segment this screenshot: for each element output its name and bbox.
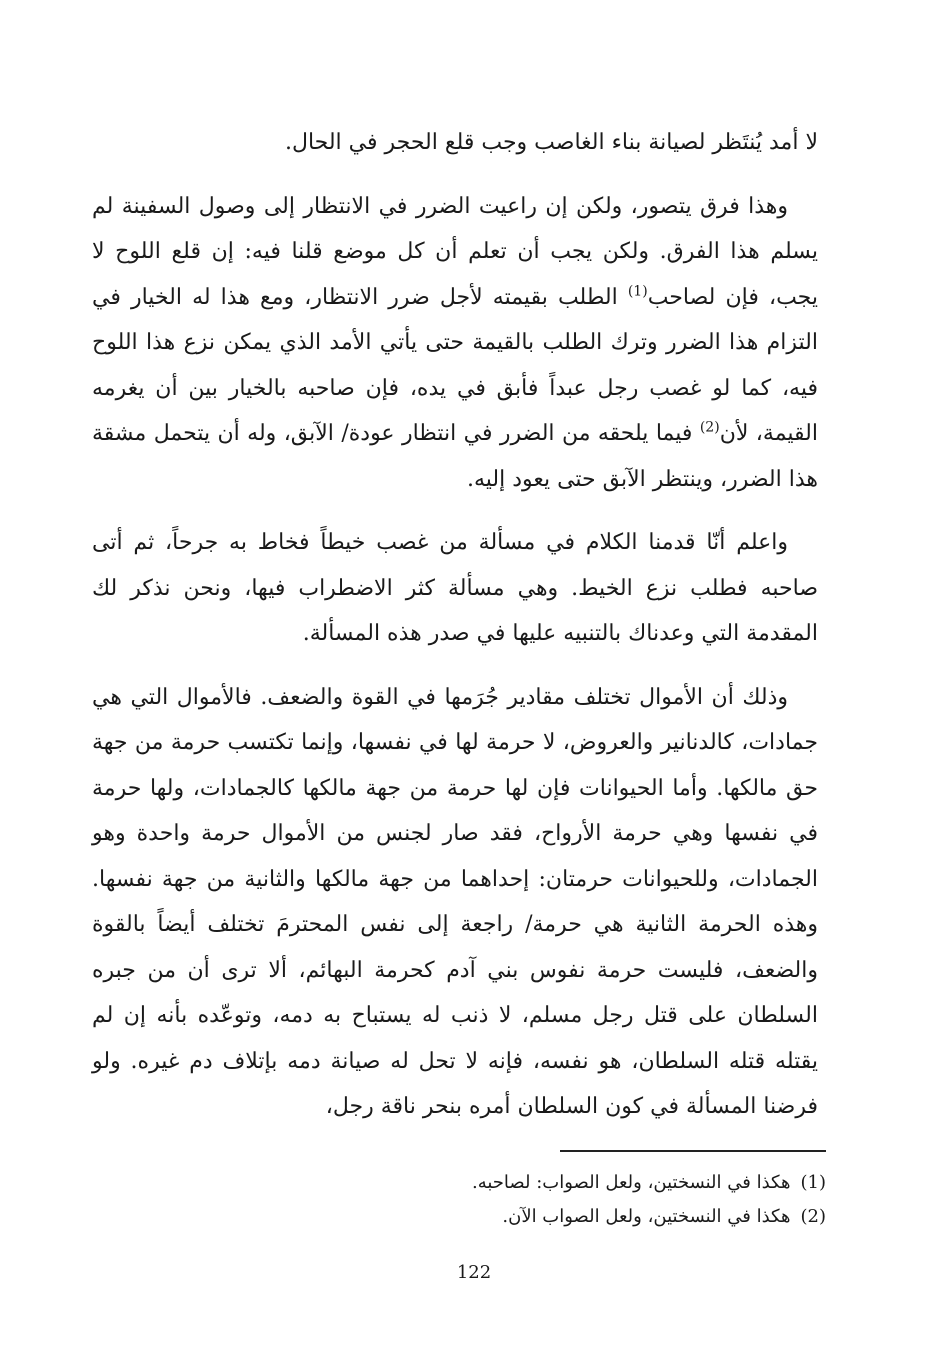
paragraph-2-text-c: فيما يلحقه من الضرر في انتظار عودة/ الآبق، وله أن يتحمل مشقة هذا الضرر، وينتظر الآبق حتى يعود إليه. (92, 421, 818, 492)
footnote-1 (300, 1166, 826, 1200)
paragraph-3-text: واعلم أنّا قدمنا الكلام في مسألة من غصب خيطاً فخاط به جرحاً، ثم أتى صاحبه فطلب نزع الخيط. وهي مسألة كثر الاضطراب فيها، ونحن نذكر لك المقدمة التي وعدناك بالتنبيه عليها في صدر هذه المسألة. (92, 530, 818, 646)
paragraph-1-text: لا أمد يُنتَظر لصيانة بناء الغاصب وجب قلع الحجر في الحال. (284, 130, 818, 155)
main-text (92, 120, 818, 1148)
footnote-ref-1[interactable]: (1) (627, 283, 648, 300)
footnote-2-number: (2) (800, 1206, 826, 1227)
paragraph-4-text: وذلك أن الأموال تختلف مقادير جُرَمها في القوة والضعف. فالأموال التي هي جمادات، كالدنانير والعروض، لا حرمة لها في نفسها، وإنما تكتسب حرمة من جهة حق مالكها. وأما الحيوانات فإن لها حرمة من جهة مالكها كالجمادات، ولها حرمة في نفسها وهي حرمة الأرواح، فقد صار لجنس من الأموال حرمة واحدة وهو الجمادات، وللحيوانات حرمتان: إحداهما من جهة مالكها والثانية من جهة نفسها. وهذه الحرمة الثانية هي حرمة/ راجعة إلى نفس المحترمَ تختلف أيضاً بالقوة والضعف، فليست حرمة نفوس بني آدم كحرمة البهائم، ألا ترى أن من جبره السلطان على قتل رجل مسلم، لا ذنب له يستباح به دمه، وتوعّده بأنه إن لم يقتله قتله السلطان، هو نفسه، فإنه لا تحل له صيانة دمه بإتلاف دم غيره. ولو فرضنا المسألة في كون السلطان أمره بنحر ناقة رجل، (92, 684, 818, 1119)
footnote-2-text: هكذا في النسختين، ولعل الصواب الآن. (502, 1206, 791, 1227)
footnote-2 (300, 1200, 826, 1234)
footnote-divider (560, 1150, 826, 1152)
paragraph-2 (92, 184, 818, 503)
footnotes (300, 1166, 826, 1234)
paragraph-2-text-a: وهذا فرق يتصور، ولكن إن راعيت الضرر في الانتظار إلى وصول السفينة لم يسلم هذا الفرق. ولكن يجب أن تعلم أن كل موضع قلنا فيه: إن قلع اللوح لا يجب، فإن لصاحب (92, 193, 819, 310)
page-number: 122 (456, 1262, 492, 1283)
paragraph-1 (92, 120, 818, 166)
paragraph-4 (92, 675, 818, 1130)
footnote-1-text: هكذا في النسختين، ولعل الصواب: لصاحبه. (472, 1172, 791, 1193)
paragraph-2-text-b: الطلب بقيمته لأجل ضرر الانتظار، ومع هذا له الخيار في التزام هذا الضرر وترك الطلب بالقيمة حتى يأتي الأمد الذي يمكن نزع هذا اللوح فيه، كما لو غصب رجل عبداً فأبق في يده، فإن صاحبه بالخيار بين أن يغرمه القيمة، لأن (92, 284, 818, 446)
footnote-ref-2[interactable]: (2) (699, 419, 720, 436)
footnote-1-number: (1) (800, 1172, 826, 1193)
paragraph-3 (92, 520, 818, 657)
